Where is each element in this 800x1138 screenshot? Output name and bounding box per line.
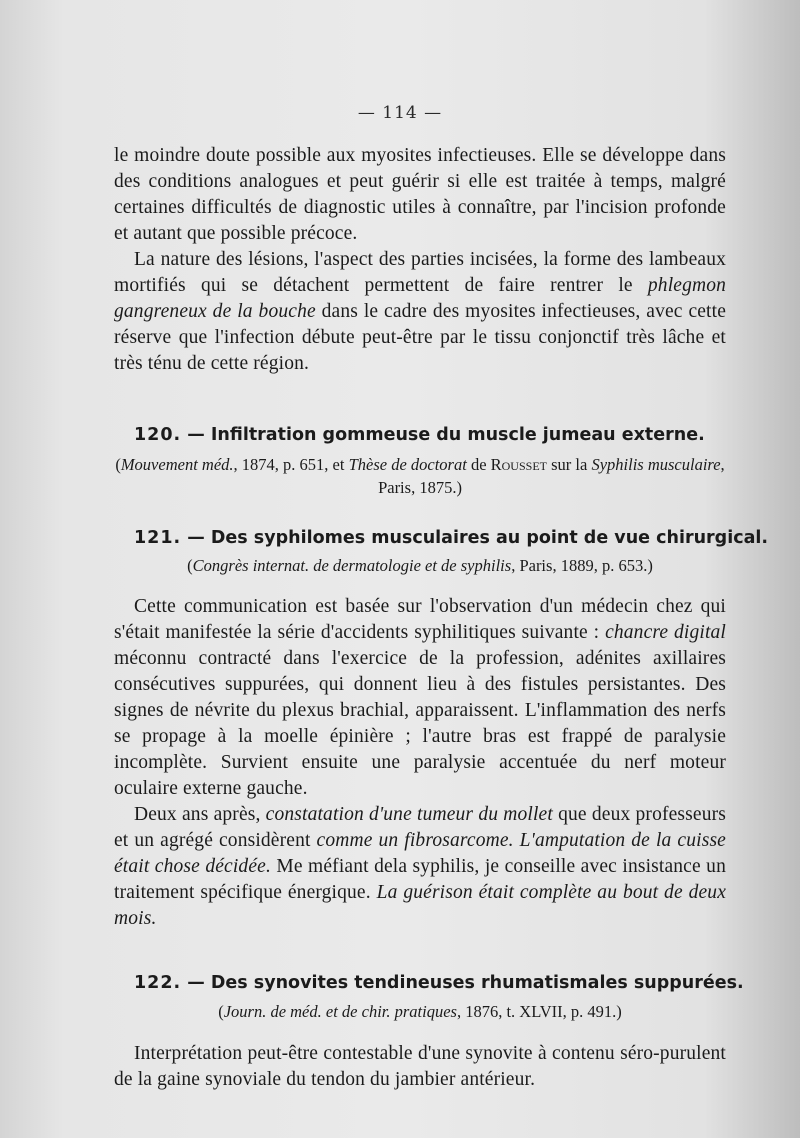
- paragraph: Cette communication est basée sur l'observation d'un médecin chez qui s'était manifestée la série d'accidents syphilitiques suivante : chancre digital méconnu contracté dans l'exercice de la profession, adénites axillaires consécutives suppurées, qui donnent lieu à des fistules persistantes. Des signes de névrite du plexus brachial, apparaissent. L'inflammation des nerfs se propage à la moelle épinière ; l'autre bras est frappé de paralysie incomplète. Survient ensuite une paralysie accentuée du nerf moteur oculaire externe gauche.: [114, 596, 726, 799]
- entry-120-title: 120. — Infiltration gommeuse du muscle jumeau externe.: [134, 425, 705, 445]
- continued-text: [114, 143, 726, 377]
- entry-120-citation: (Mouvement méd., 1874, p. 651, et Thèse de doctorat de Rousset sur la Syphilis musculaire, Paris, 1875.): [115, 455, 725, 497]
- paragraph: La nature des lésions, l'aspect des parties incisées, la forme des lambeaux mortifiés qui se détachent permettent de faire rentrer le phlegmon gangreneux de la bouche dans le cadre des myosites infectieuses, avec cette réserve que l'infection débute peut-être par le tissu conjonctif très lâche et très ténu de cette région.: [114, 249, 726, 374]
- entry-121-citation: (Congrès internat. de dermatologie et de syphilis, Paris, 1889, p. 653.): [187, 556, 653, 575]
- entry-122-citation: (Journ. de méd. et de chir. pratiques, 1876, t. XLVII, p. 491.): [218, 1002, 622, 1021]
- page-number: — 114 —: [357, 103, 443, 123]
- paragraph: Deux ans après, constatation d'une tumeur du mollet que deux professeurs et un agrégé considèrent comme un fibrosarcome. L'amputation de la cuisse était chose décidée. Me méfiant dela syphilis, je conseille avec insistance un traitement spécifique énergique. La guérison était complète au bout de deux mois.: [114, 804, 727, 929]
- paragraph: le moindre doute possible aux myosites infectieuses. Elle se développe dans des conditions analogues et peut guérir si elle est traitée à temps, malgré certaines difficultés de diagnostic utiles à connaître, par l'incision profonde et autant que possible précoce.: [114, 145, 726, 244]
- entry-121-title: 121. — Des syphilomes musculaires au point de vue chirurgical.: [134, 528, 769, 548]
- paragraph: Interprétation peut-être contestable d'une synovite à contenu séro-purulent de la gaine synoviale du tendon du jambier antérieur.: [114, 1043, 726, 1090]
- entry-122-title: 122. — Des synovites tendineuses rhumatismales suppurées.: [134, 973, 744, 993]
- entry-121-body: [114, 594, 726, 932]
- entry-122-body: [114, 1041, 726, 1093]
